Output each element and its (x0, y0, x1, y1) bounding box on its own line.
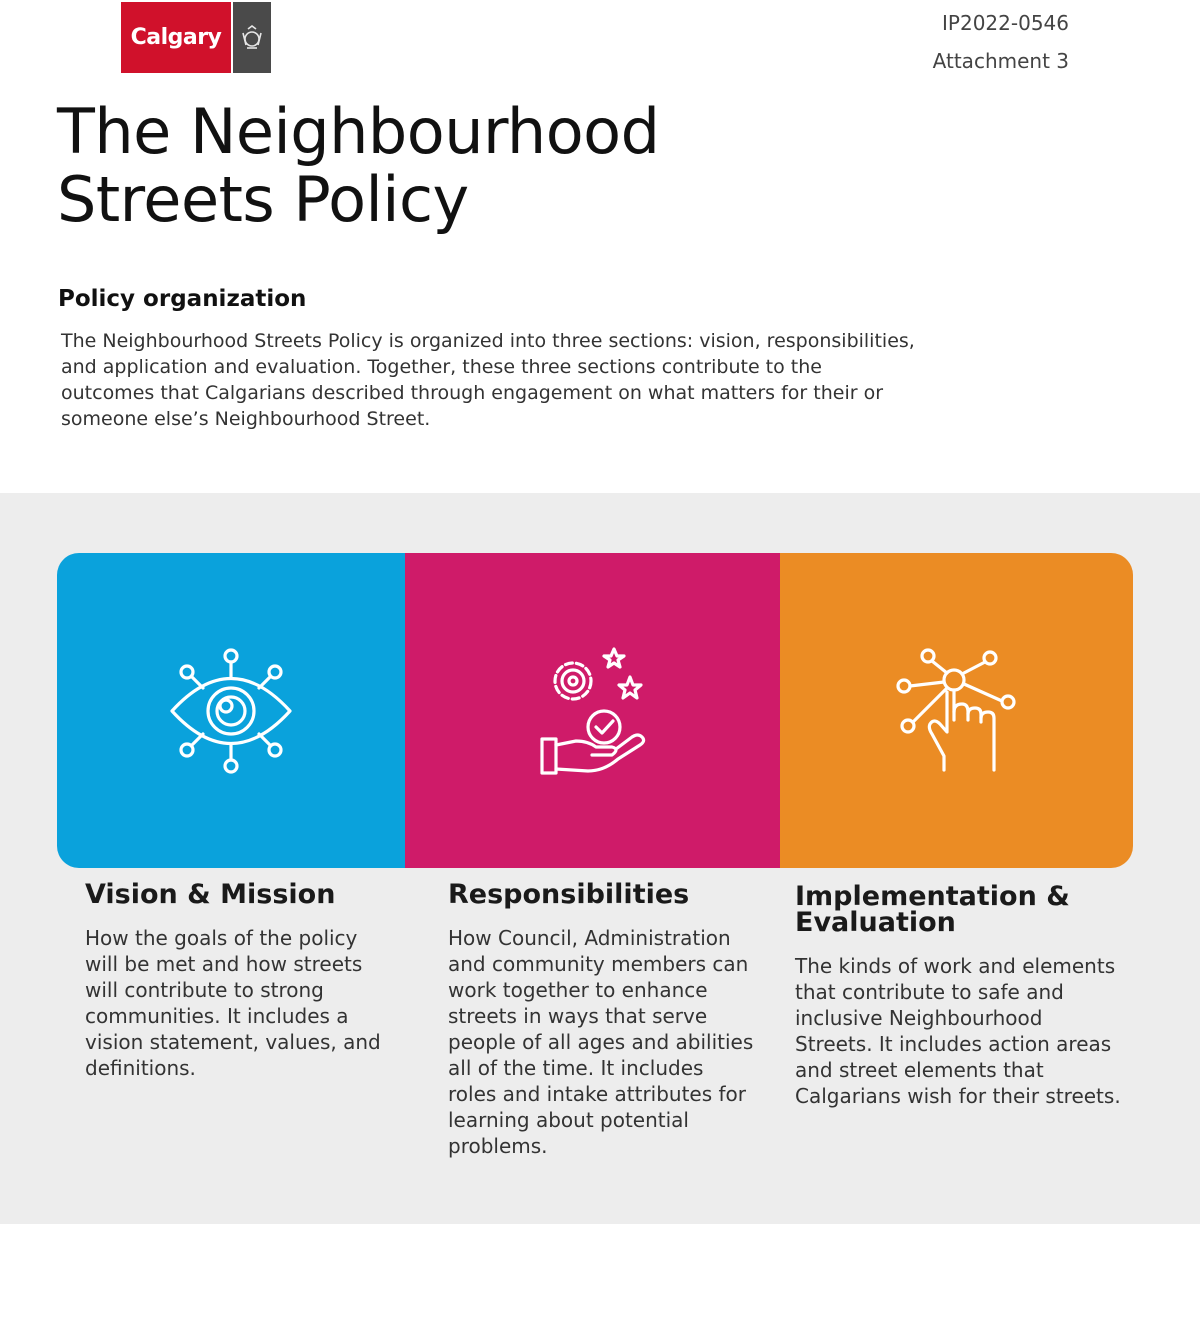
reference-number: IP2022-0546 (942, 11, 1069, 35)
implementation-column (795, 881, 1125, 1109)
eye-network-icon (166, 646, 296, 776)
implementation-tile (780, 553, 1133, 868)
title-line-2: Streets Policy (57, 163, 469, 236)
vision-column (85, 879, 385, 1081)
policy-organization-body: The Neighbourhood Streets Policy is organized into three sections: vision, responsibilities, and application and evaluation. Together, these three sections contribute to the outcomes that Calgarians described through engagement on what matters for their or someone else’s Neighbourhood Street. (61, 330, 915, 430)
policy-organization-heading: Policy organization (58, 286, 307, 312)
implementation-body: The kinds of work and elements that contribute to safe and inclusive Neighbourhood Streets. It includes action areas and street elements that Calgarians wish for their streets. (795, 954, 1121, 1108)
vision-tile (57, 553, 405, 868)
page-title (57, 95, 757, 236)
calgary-logo (121, 2, 271, 73)
responsibilities-tile (405, 553, 780, 868)
hand-touch-network-icon (892, 646, 1022, 776)
vision-heading: Vision & Mission (85, 879, 336, 910)
logo-wordmark: Calgary (121, 2, 231, 73)
vision-body: How the goals of the policy will be met and how streets will contribute to strong communities. It includes a vision statement, values, and definitions. (85, 926, 381, 1080)
gear-hand-stars-icon (528, 641, 658, 781)
responsibilities-heading: Responsibilities (448, 879, 690, 910)
responsibilities-column (448, 879, 758, 1159)
title-line-1: The Neighbourhood (57, 95, 660, 168)
document-reference (933, 4, 1069, 80)
city-seal-icon (233, 2, 271, 73)
responsibilities-body: How Council, Administration and community members can work together to enhance streets in ways that serve people of all ages and abilities all of the time. It includes roles and intake attributes for learning about potential problems. (448, 926, 754, 1158)
implementation-heading: Implementation & Evaluation (795, 881, 1070, 938)
attachment-label: Attachment 3 (932, 49, 1069, 73)
